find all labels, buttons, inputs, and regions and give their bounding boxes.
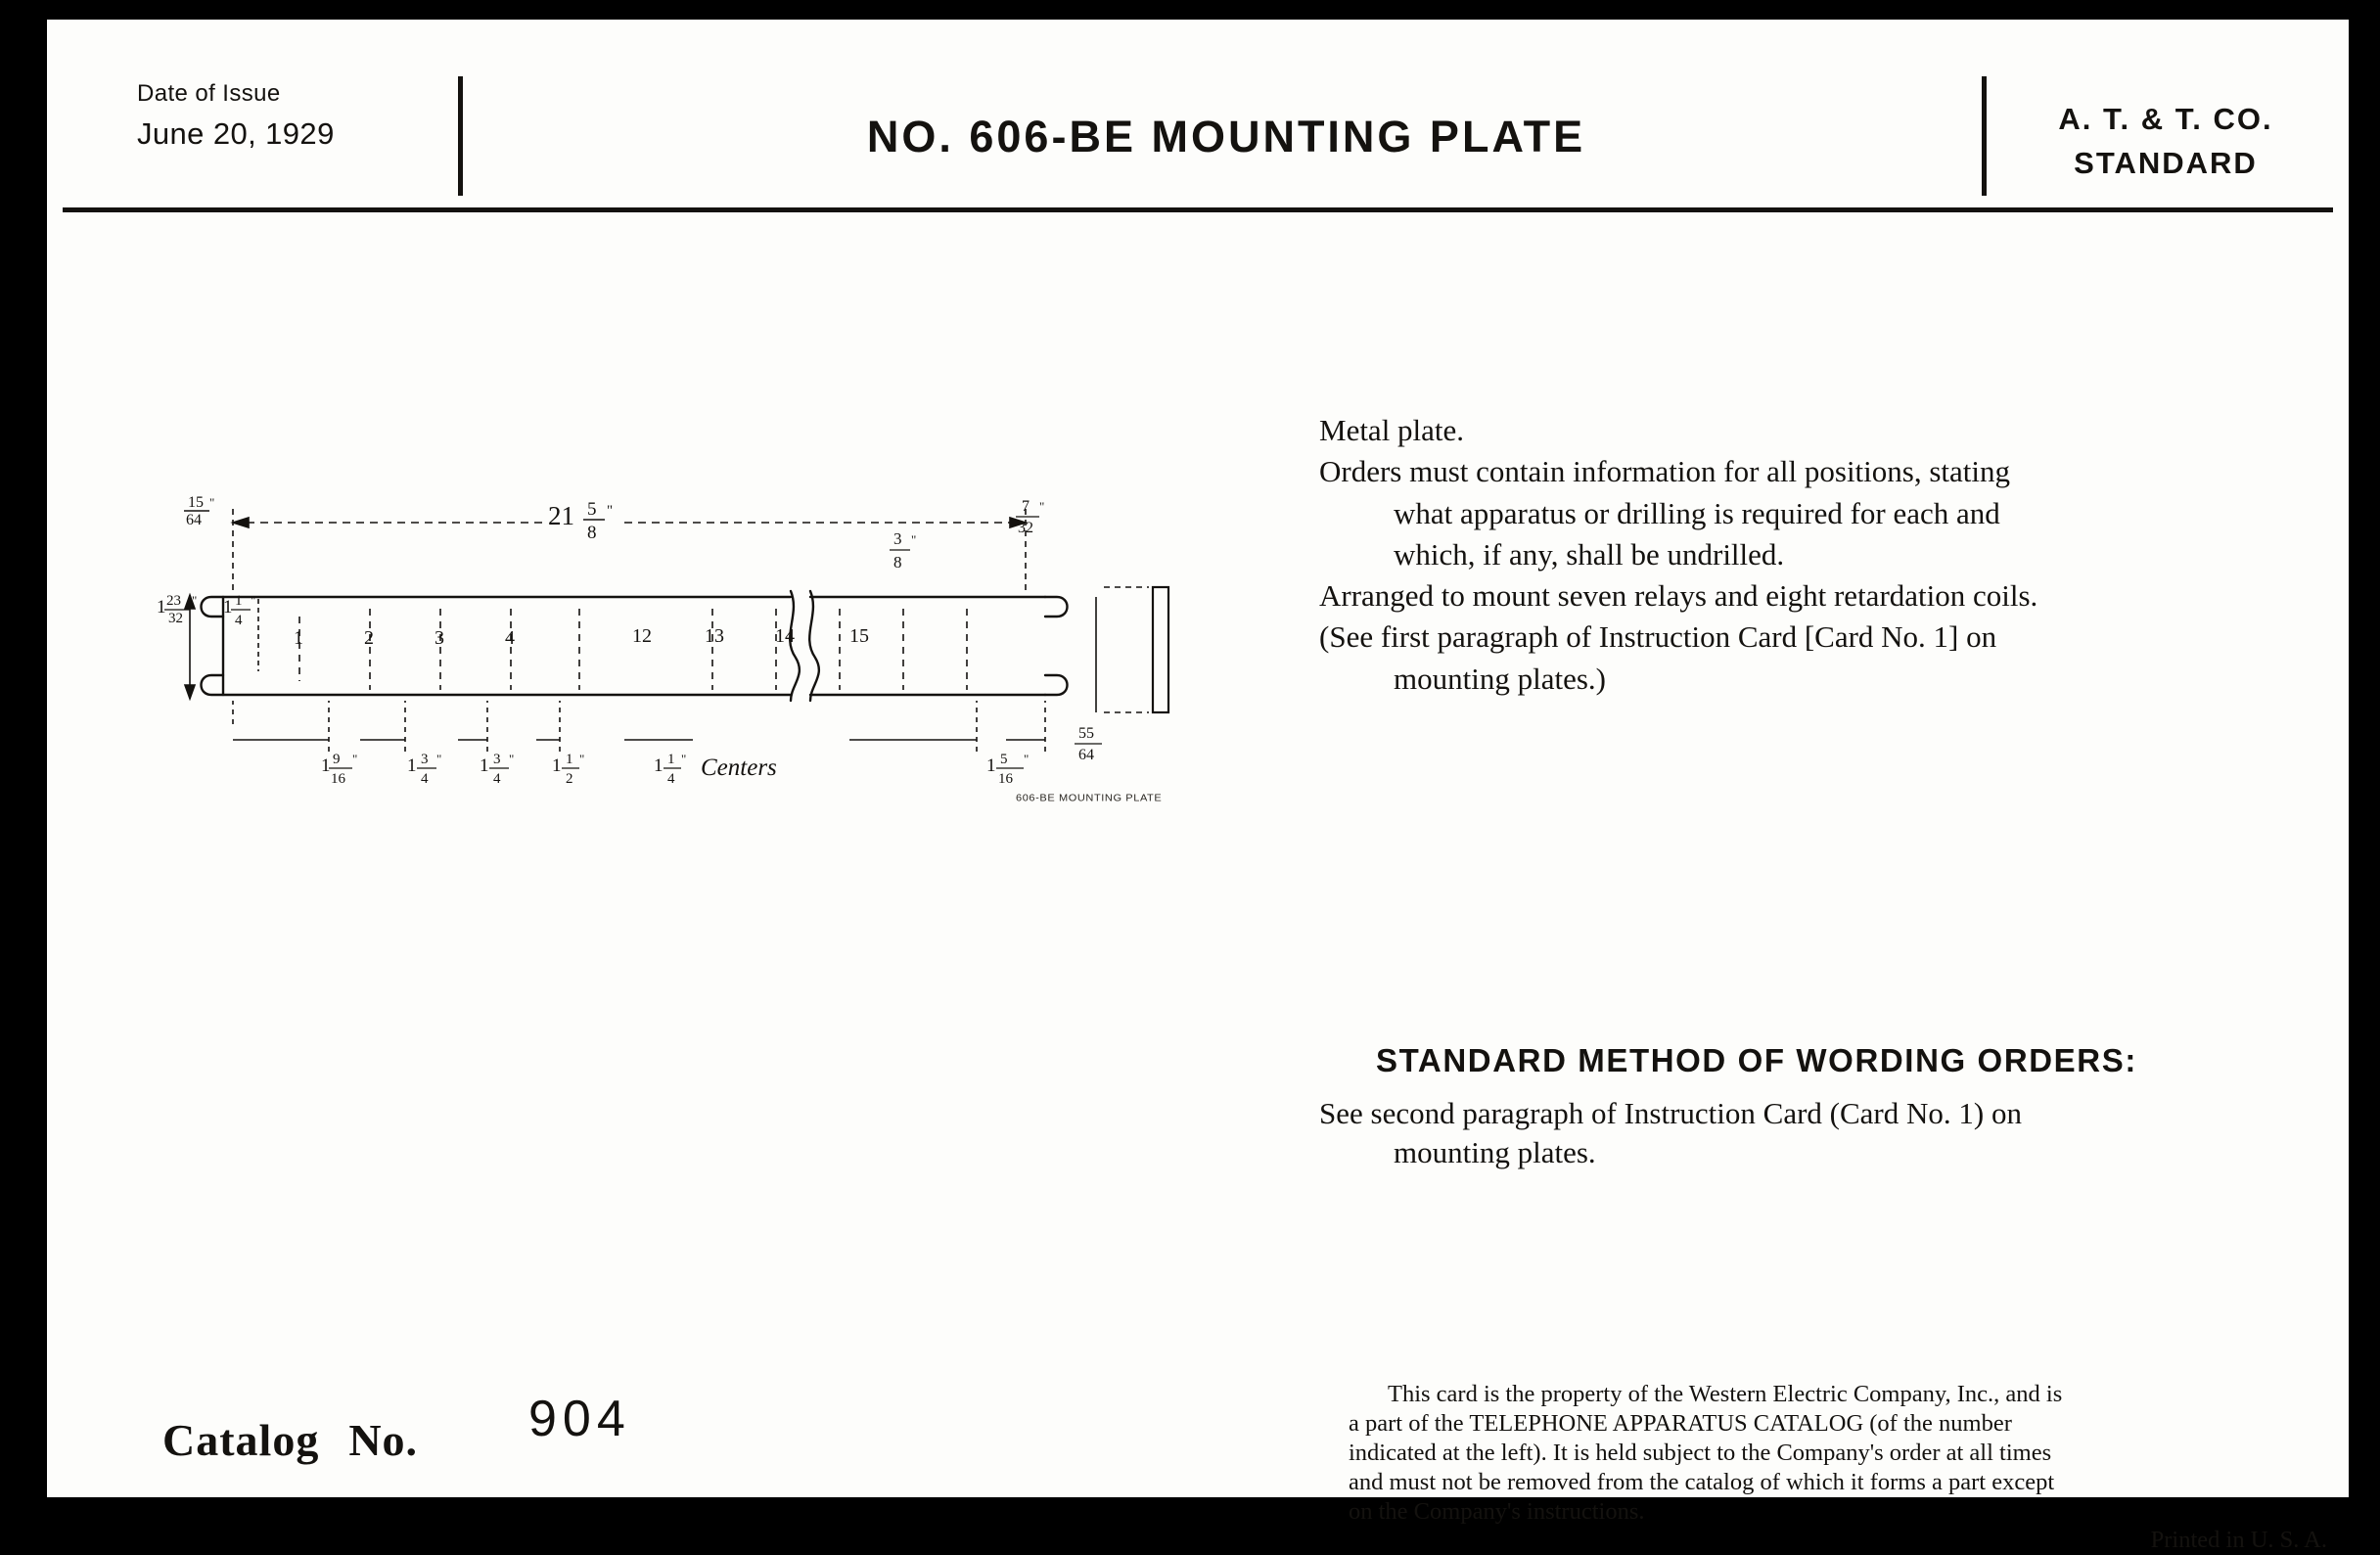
svg-text:4: 4 xyxy=(235,613,243,628)
page-title: NO. 606-BE MOUNTING PLATE xyxy=(866,112,1586,161)
svg-text:": " xyxy=(579,752,585,766)
legal-line-2: a part of the TELEPHONE APPARATUS CATALOG (of the number xyxy=(1349,1409,2012,1437)
svg-text:32: 32 xyxy=(1018,520,1033,536)
orders-heading: STANDARD METHOD OF WORDING ORDERS: xyxy=(1376,1042,2137,1078)
svg-text:55: 55 xyxy=(1078,725,1094,742)
svg-text:16: 16 xyxy=(998,771,1013,787)
legal-line-4: and must not be removed from the catalog of which it forms a part except xyxy=(1349,1468,2055,1495)
drawing-credit: 606-BE MOUNTING PLATE xyxy=(1016,793,1163,804)
svg-text:": " xyxy=(607,503,614,519)
svg-text:23: 23 xyxy=(166,593,181,609)
svg-text:7: 7 xyxy=(1022,498,1030,515)
position-15: 15 xyxy=(849,625,869,647)
svg-text:1: 1 xyxy=(566,752,573,767)
catalog-no-abbrev: No. xyxy=(348,1415,419,1465)
position-4: 4 xyxy=(505,627,515,649)
company-standard: STANDARD xyxy=(2074,145,2258,180)
printed-in-usa: Printed in U. S. A. xyxy=(2150,1527,2327,1554)
legal-line-3: indicated at the left). It is held subject to the Company's order at all times xyxy=(1349,1439,2052,1466)
company-standard-block xyxy=(1994,98,2337,186)
desc-line-2c: which, if any, shall be undrilled. xyxy=(1394,536,1785,572)
desc-line-2: Orders must contain information for all positions, stating xyxy=(1319,454,2011,489)
orders-line-1: See second paragraph of Instruction Card (Card No. 1) on xyxy=(1319,1096,2022,1130)
card-header xyxy=(47,20,2349,196)
svg-text:": " xyxy=(911,532,917,547)
svg-text:": " xyxy=(192,593,198,608)
position-14: 14 xyxy=(775,625,795,647)
svg-text:8: 8 xyxy=(893,553,902,572)
svg-text:8: 8 xyxy=(587,523,597,543)
svg-text:4: 4 xyxy=(421,771,429,787)
svg-text:1: 1 xyxy=(223,597,233,617)
desc-line-4: (See first paragraph of Instruction Card [Card No. 1] on xyxy=(1319,619,1997,655)
svg-text:": " xyxy=(509,752,515,766)
svg-text:4: 4 xyxy=(667,771,675,787)
orders-body xyxy=(1319,1094,2317,1173)
date-of-issue-label: Date of Issue xyxy=(137,80,281,107)
desc-line-4b: mounting plates.) xyxy=(1394,661,1606,696)
svg-text:9: 9 xyxy=(333,752,341,767)
dim-15-64: 15 xyxy=(188,494,204,511)
position-13: 13 xyxy=(705,625,724,647)
svg-text:": " xyxy=(1024,752,1030,766)
date-of-issue-value: June 20, 1929 xyxy=(137,116,335,151)
company-name: A. T. & T. CO. xyxy=(2058,102,2273,136)
position-12: 12 xyxy=(632,625,652,647)
svg-text:5: 5 xyxy=(1000,752,1008,767)
svg-text:1: 1 xyxy=(552,755,562,776)
svg-text:": " xyxy=(251,593,256,608)
svg-text:3: 3 xyxy=(421,752,429,767)
svg-text:": " xyxy=(209,495,215,510)
date-of-issue-block xyxy=(137,80,460,152)
svg-text:": " xyxy=(352,752,358,766)
svg-text:": " xyxy=(1039,499,1045,514)
orders-line-2: mounting plates. xyxy=(1394,1135,1596,1170)
svg-text:64: 64 xyxy=(186,512,202,528)
svg-text:": " xyxy=(681,752,687,766)
header-divider-right xyxy=(1982,76,1987,196)
svg-text:3: 3 xyxy=(893,529,902,548)
position-3: 3 xyxy=(435,627,444,649)
svg-text:1: 1 xyxy=(321,755,331,776)
svg-text:2: 2 xyxy=(566,771,573,787)
position-2: 2 xyxy=(364,627,374,649)
legal-line-1: This card is the property of the Western Electric Company, Inc., and is xyxy=(1388,1381,2063,1407)
desc-line-2b: what apparatus or drilling is required for each and xyxy=(1394,495,2000,530)
header-divider-left xyxy=(458,76,463,196)
position-1: 1 xyxy=(294,627,303,649)
svg-text:1: 1 xyxy=(157,597,166,617)
svg-text:Centers: Centers xyxy=(701,755,777,781)
svg-text:": " xyxy=(436,752,442,766)
catalog-number: 904 xyxy=(528,1391,631,1447)
header-rule xyxy=(63,207,2333,212)
svg-text:4: 4 xyxy=(493,771,501,787)
catalog-label: Catalog xyxy=(162,1415,320,1465)
svg-text:1: 1 xyxy=(480,755,489,776)
svg-text:1: 1 xyxy=(407,755,417,776)
svg-text:5: 5 xyxy=(587,499,597,520)
mounting-plate-drawing xyxy=(157,489,1241,822)
dim-overall: 21 xyxy=(548,501,574,530)
desc-line-3: Arranged to mount seven relays and eight retardation coils. xyxy=(1319,578,2038,614)
svg-text:3: 3 xyxy=(493,752,501,767)
svg-text:1: 1 xyxy=(667,752,675,767)
catalog-label-block xyxy=(162,1414,418,1466)
legal-line-5: on the Company's instructions. xyxy=(1349,1497,1645,1525)
desc-line-1: Metal plate. xyxy=(1319,413,1465,447)
svg-text:1: 1 xyxy=(235,593,243,609)
svg-text:64: 64 xyxy=(1078,747,1094,763)
svg-text:1: 1 xyxy=(654,755,664,776)
svg-text:1: 1 xyxy=(986,755,996,776)
svg-text:16: 16 xyxy=(331,771,345,787)
legal-notice xyxy=(1349,1380,2327,1555)
description-block xyxy=(1319,411,2317,701)
svg-text:32: 32 xyxy=(168,611,183,626)
catalog-card xyxy=(47,20,2349,1554)
